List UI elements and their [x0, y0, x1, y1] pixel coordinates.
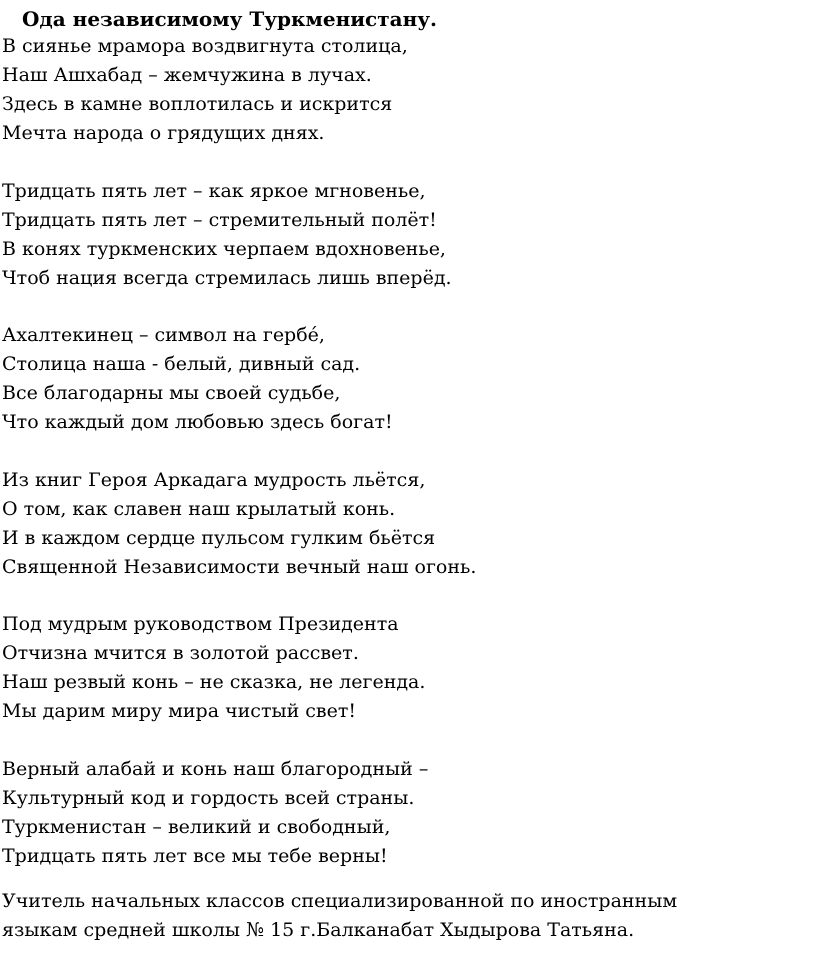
poem-line: Наш резвый конь – не сказка, не легенда. — [2, 671, 426, 694]
poem-line: Тридцать пять лет все мы тебе верны! — [2, 844, 388, 867]
poem-line: Чтоб нация всегда стремилась лишь вперёд. — [2, 266, 452, 289]
stanza-1 — [2, 32, 812, 148]
poem-line: Наш Ашхабад – жемчужина в лучах. — [2, 64, 372, 86]
stanza-6 — [2, 755, 812, 871]
stanza-3 — [2, 321, 812, 437]
poem-line: Из книг Героя Аркадага мудрость льётся, — [2, 468, 426, 491]
poem-body — [2, 32, 812, 900]
poem-line: Верный алабай и конь наш благородный – — [2, 757, 429, 780]
signature-line: языкам средней школы № 15 г.Балканабат Хыдырова Татьяна. — [2, 919, 635, 941]
poem-line: В конях туркменских черпаем вдохновенье, — [2, 237, 446, 260]
poem-line: Ахалтекинец – символ на гербé, — [2, 324, 325, 347]
author-signature — [2, 887, 812, 945]
poem-line: Что каждый дом любовью здесь богат! — [2, 411, 393, 434]
stanza-5 — [2, 610, 812, 726]
poem-line: Отчизна мчится в золотой рассвет. — [2, 642, 359, 665]
poem-line: Здесь в камне воплотилась и искрится — [2, 93, 393, 115]
stanza-4 — [2, 466, 812, 582]
poem-line: Столица наша - белый, дивный сад. — [2, 353, 361, 376]
poem-line: Священной Независимости вечный наш огонь. — [2, 555, 477, 578]
poem-line: Тридцать пять лет – стремительный полёт! — [2, 208, 437, 231]
poem-line: Все благодарны мы своей судьбе, — [2, 382, 341, 405]
poem-line: О том, как славен наш крылатый конь. — [2, 497, 396, 520]
poem-line: Мечта народа о грядущих днях. — [2, 122, 325, 144]
poem-line: Туркменистан – великий и свободный, — [2, 815, 391, 838]
poem-line: Культурный код и гордость всей страны. — [2, 786, 415, 809]
poem-line: Мы дарим миру мира чистый свет! — [2, 700, 357, 723]
poem-line: В сиянье мрамора воздвигнута столица, — [2, 35, 408, 57]
poem-line: И в каждом сердце пульсом гулким бьётся — [2, 526, 436, 549]
stanza-2 — [2, 177, 812, 293]
poem-title: Ода независимому Туркменистану. — [22, 7, 437, 31]
signature-line: Учитель начальных классов специализированной по иностранным — [2, 890, 678, 912]
poem-line: Под мудрым руководством Президента — [2, 613, 399, 636]
poem-line: Тридцать пять лет – как яркое мгновенье, — [2, 179, 426, 202]
